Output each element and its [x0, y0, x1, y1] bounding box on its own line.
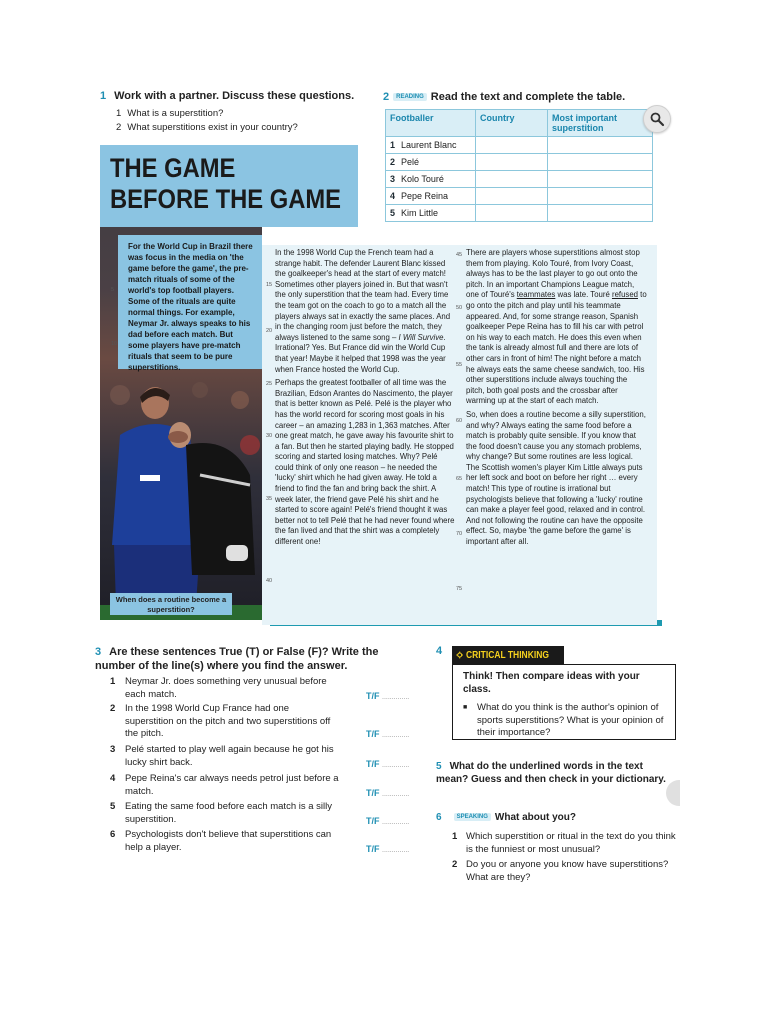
answer-blank: ..............: [382, 791, 410, 798]
article-title-line-2: BEFORE THE GAME: [110, 184, 342, 214]
true-false-answer[interactable]: [366, 815, 409, 830]
question-item: [452, 831, 677, 856]
column-header-superstition: Most important superstition: [548, 110, 653, 137]
question-text: What superstitions exist in your country?: [127, 122, 298, 133]
tf-label: T/F: [366, 816, 380, 826]
item-number: 5: [110, 801, 116, 812]
item-number: 3: [110, 744, 116, 755]
article-title-line-1: THE GAME: [110, 153, 236, 183]
line-number: 15: [266, 282, 273, 288]
question-number: 2: [116, 122, 122, 133]
exercise-3-heading: [95, 645, 415, 673]
footballer-name: Kim Little: [401, 208, 439, 218]
line-number: 10: [111, 341, 118, 347]
line-number: 5: [111, 287, 115, 293]
text-run: In the 1998 World Cup the French team had a strange habit. The defender Laurent Blanc kissed the goalkeeper's head at the start of every match! Sometimes other players joined in. But that wasn't the only superstition that the team had. Every time the team got on the coach to go to a match all the players always sat in exactly the same places. And in the changing room just before the match, they always listened to the same song –: [275, 248, 451, 342]
exercise-5-title: What do the underlined words in the text mean? Guess and then check in your dictionary.: [436, 761, 666, 785]
answer-blank: ..............: [382, 819, 410, 826]
exercise-1-heading: [100, 90, 370, 102]
tf-label: T/F: [366, 759, 380, 769]
exercise-6: [436, 812, 676, 823]
exercise-2-heading: [383, 91, 658, 103]
question-number: 1: [452, 831, 458, 842]
search-icon[interactable]: [643, 105, 671, 133]
gear-icon: [456, 649, 463, 661]
exercise-number: 6: [436, 812, 442, 823]
line-number: 40: [266, 578, 273, 584]
question-item: [452, 859, 677, 884]
article-title-box: [100, 145, 358, 227]
true-false-answer[interactable]: [366, 787, 409, 802]
text-run: . Irrational? Yes. But France did win the World Cup that year! Maybe it helped that 1998 was the year when France hosted the World Cup.: [275, 332, 446, 374]
line-number: 55: [456, 362, 463, 368]
tf-label: T/F: [366, 691, 380, 701]
article-intro: For the World Cup in Brazil there was focus in the media on 'the game before the game', the pre-match rituals of some of the world's top football players. Some of the rituals are quite normal things. For example, Neymar Jr. always speaks to his dad before each match. But some players have pre-match rituals that seem to be pure superstitions.: [118, 235, 262, 369]
line-number: 60: [456, 418, 463, 424]
speaking-tag: SPEAKING: [454, 813, 491, 821]
footballer-name: Laurent Blanc: [401, 140, 457, 150]
song-title: I Will Survive: [398, 332, 444, 342]
item-number: 1: [110, 676, 116, 687]
line-number: 75: [456, 586, 463, 592]
answer-blank: ..............: [382, 732, 410, 739]
footballer-name: Pelé: [401, 157, 420, 167]
exercise-6-heading: [436, 812, 676, 823]
question-text: What is a superstition?: [127, 108, 224, 119]
true-false-answer[interactable]: [366, 690, 409, 705]
underlined-word: teammates: [516, 290, 556, 300]
underlined-word: refused: [611, 290, 638, 300]
true-false-answer[interactable]: [366, 728, 409, 743]
item-text: Pelé started to play well again because he got his lucky shirt back.: [125, 744, 334, 768]
exercise-3: [95, 645, 415, 673]
question-item: [116, 122, 370, 133]
line-number: 20: [266, 328, 273, 334]
item-text: Neymar Jr. does something very unusual before each match.: [125, 676, 327, 700]
row-number: 4: [390, 191, 396, 201]
text-run: to go onto the pitch and play until his teammate appeared. And, for some strange reason, Spanish goalkeeper Pepe Reina has to fill his car with petrol on his way to each match. He does this even when the tank is already almost full and there are lots of other cars in front of him! The night before a match he always eats the same cheese sandwich, too. His other superstitions include always touching the pitch, both goal posts and the crossbar after warming up at the start of each match.: [466, 290, 647, 406]
item-text: Pepe Reina's car always needs petrol just before a match.: [125, 773, 339, 797]
critical-thinking-question: ■ What do you think is the author's opinion of sports superstitions? What is your opinion of their importance?: [463, 702, 665, 740]
line-number: 45: [456, 252, 463, 258]
exercise-number: 2: [383, 91, 390, 103]
line-number: 35: [266, 496, 273, 502]
exercise-number: 3: [95, 646, 102, 658]
question-text: Do you or anyone you know have superstitions? What are they?: [466, 859, 669, 883]
line-number: 30: [266, 433, 273, 439]
exercise-1: [100, 90, 370, 136]
question-text: Which superstition or ritual in the text do you think is the funniest or most unusual?: [466, 831, 676, 855]
reading-tag: READING: [393, 93, 427, 101]
page-edge-tab: [666, 780, 680, 806]
article-column-1: [275, 248, 455, 551]
paragraph: [275, 248, 455, 375]
item-text: In the 1998 World Cup France had one superstition on the pitch and two superstitions off the pitch.: [125, 703, 331, 739]
row-number: 5: [390, 208, 396, 218]
exercise-5: [436, 760, 676, 786]
tf-label: T/F: [366, 788, 380, 798]
item-number: 6: [110, 829, 116, 840]
table-header-row: [386, 110, 653, 137]
text-run: was late. Touré: [555, 290, 612, 300]
paragraph: [466, 248, 648, 407]
item-text: Psychologists don't believe that superstitions can help a player.: [125, 829, 332, 853]
item-number: 4: [110, 773, 116, 784]
item-text: Eating the same food before each match is a silly superstition.: [125, 801, 333, 825]
row-number: 2: [390, 157, 396, 167]
column-header-footballer: Footballer: [386, 110, 476, 137]
line-number: 70: [456, 531, 463, 537]
critical-thinking-box: [452, 664, 676, 740]
row-number: 3: [390, 174, 396, 184]
exercise-number: 4: [436, 645, 443, 657]
photo-caption: When does a routine become a superstition?: [110, 593, 232, 615]
paragraph: Perhaps the greatest footballer of all time was the Brazilian, Edson Arantes do Nascimento, the player that is better known as Pelé. Pelé is the player who has the world record for scoring most goals in his career – an amazing 1,283 in 1,363 matches. After one great match, he gave away his favourite shirt to a fan. But then he started playing badly. He stopped scoring and started losing matches. Why? Pelé could think of only one reason – he needed the 'lucky' shirt which he had given away. He told a friend to find the fan and bring back the shirt. A week later, the friend gave Pelé his shirt and he started to score again! Pelé's friend thought it was better not to tell Pelé that he had never found where the fan lived and that the shirt was a completely different one!: [275, 378, 455, 547]
item-number: 2: [110, 703, 116, 714]
exercise-number: 5: [436, 761, 442, 772]
exercise-1-questions: [100, 108, 370, 133]
question-item: [116, 108, 370, 119]
critical-thinking-label: CRITICAL THINKING: [466, 649, 550, 661]
exercise-3-title: Are these sentences True (T) or False (F)? Write the number of the line(s) where you find the answer.: [95, 646, 379, 672]
answer-blank: ..............: [382, 847, 410, 854]
article-column-2: [466, 248, 648, 551]
line-number: 25: [266, 381, 273, 387]
column-header-country: Country: [476, 110, 548, 137]
text-run: There are players whose superstitions almost stop them from playing. Kolo Touré, from Ivory Coast, always has to be the last player to go out onto the pitch. In an important Champions League match, one of Touré's: [466, 248, 640, 300]
reading-article: [100, 145, 655, 620]
true-false-answer[interactable]: [366, 843, 409, 858]
exercise-2: [383, 91, 658, 103]
exercise-number: 1: [100, 90, 107, 102]
paragraph: So, when does a routine become a silly superstition, and why? Always eating the same food before a match is probably quite sensible. If you know that the food doesn't cause you any stomach problems, why change? But some routines are less logical. The Scottish women's player Kim Little always puts her left sock and boot on before her right … every match! This type of routine is irrational but psychologists believe that following a 'lucky' routine can make a player feel good, relaxed and in control. And not following the routine can have the opposite effect. So, maybe 'the game before the game' is important after all.: [466, 409, 646, 547]
critical-thinking-title: Think! Then compare ideas with your class.: [463, 671, 640, 695]
question-number: 2: [452, 859, 458, 870]
exercise-1-title: Work with a partner. Discuss these questions.: [114, 90, 355, 102]
line-number: 50: [456, 305, 463, 311]
footballer-name: Pepe Reina: [401, 191, 449, 201]
footballer-name: Kolo Touré: [401, 174, 444, 184]
exercise-2-title: Read the text and complete the table.: [430, 91, 626, 103]
tf-label: T/F: [366, 729, 380, 739]
answer-blank: ..............: [382, 694, 410, 701]
tf-label: T/F: [366, 844, 380, 854]
exercise-6-title: What about you?: [494, 812, 577, 823]
true-false-answer[interactable]: [366, 758, 409, 773]
question-number: 1: [116, 108, 122, 119]
row-number: 1: [390, 140, 396, 150]
critical-thinking-badge: [452, 646, 564, 664]
line-number: 65: [456, 476, 463, 482]
answer-blank: ..............: [382, 762, 410, 769]
